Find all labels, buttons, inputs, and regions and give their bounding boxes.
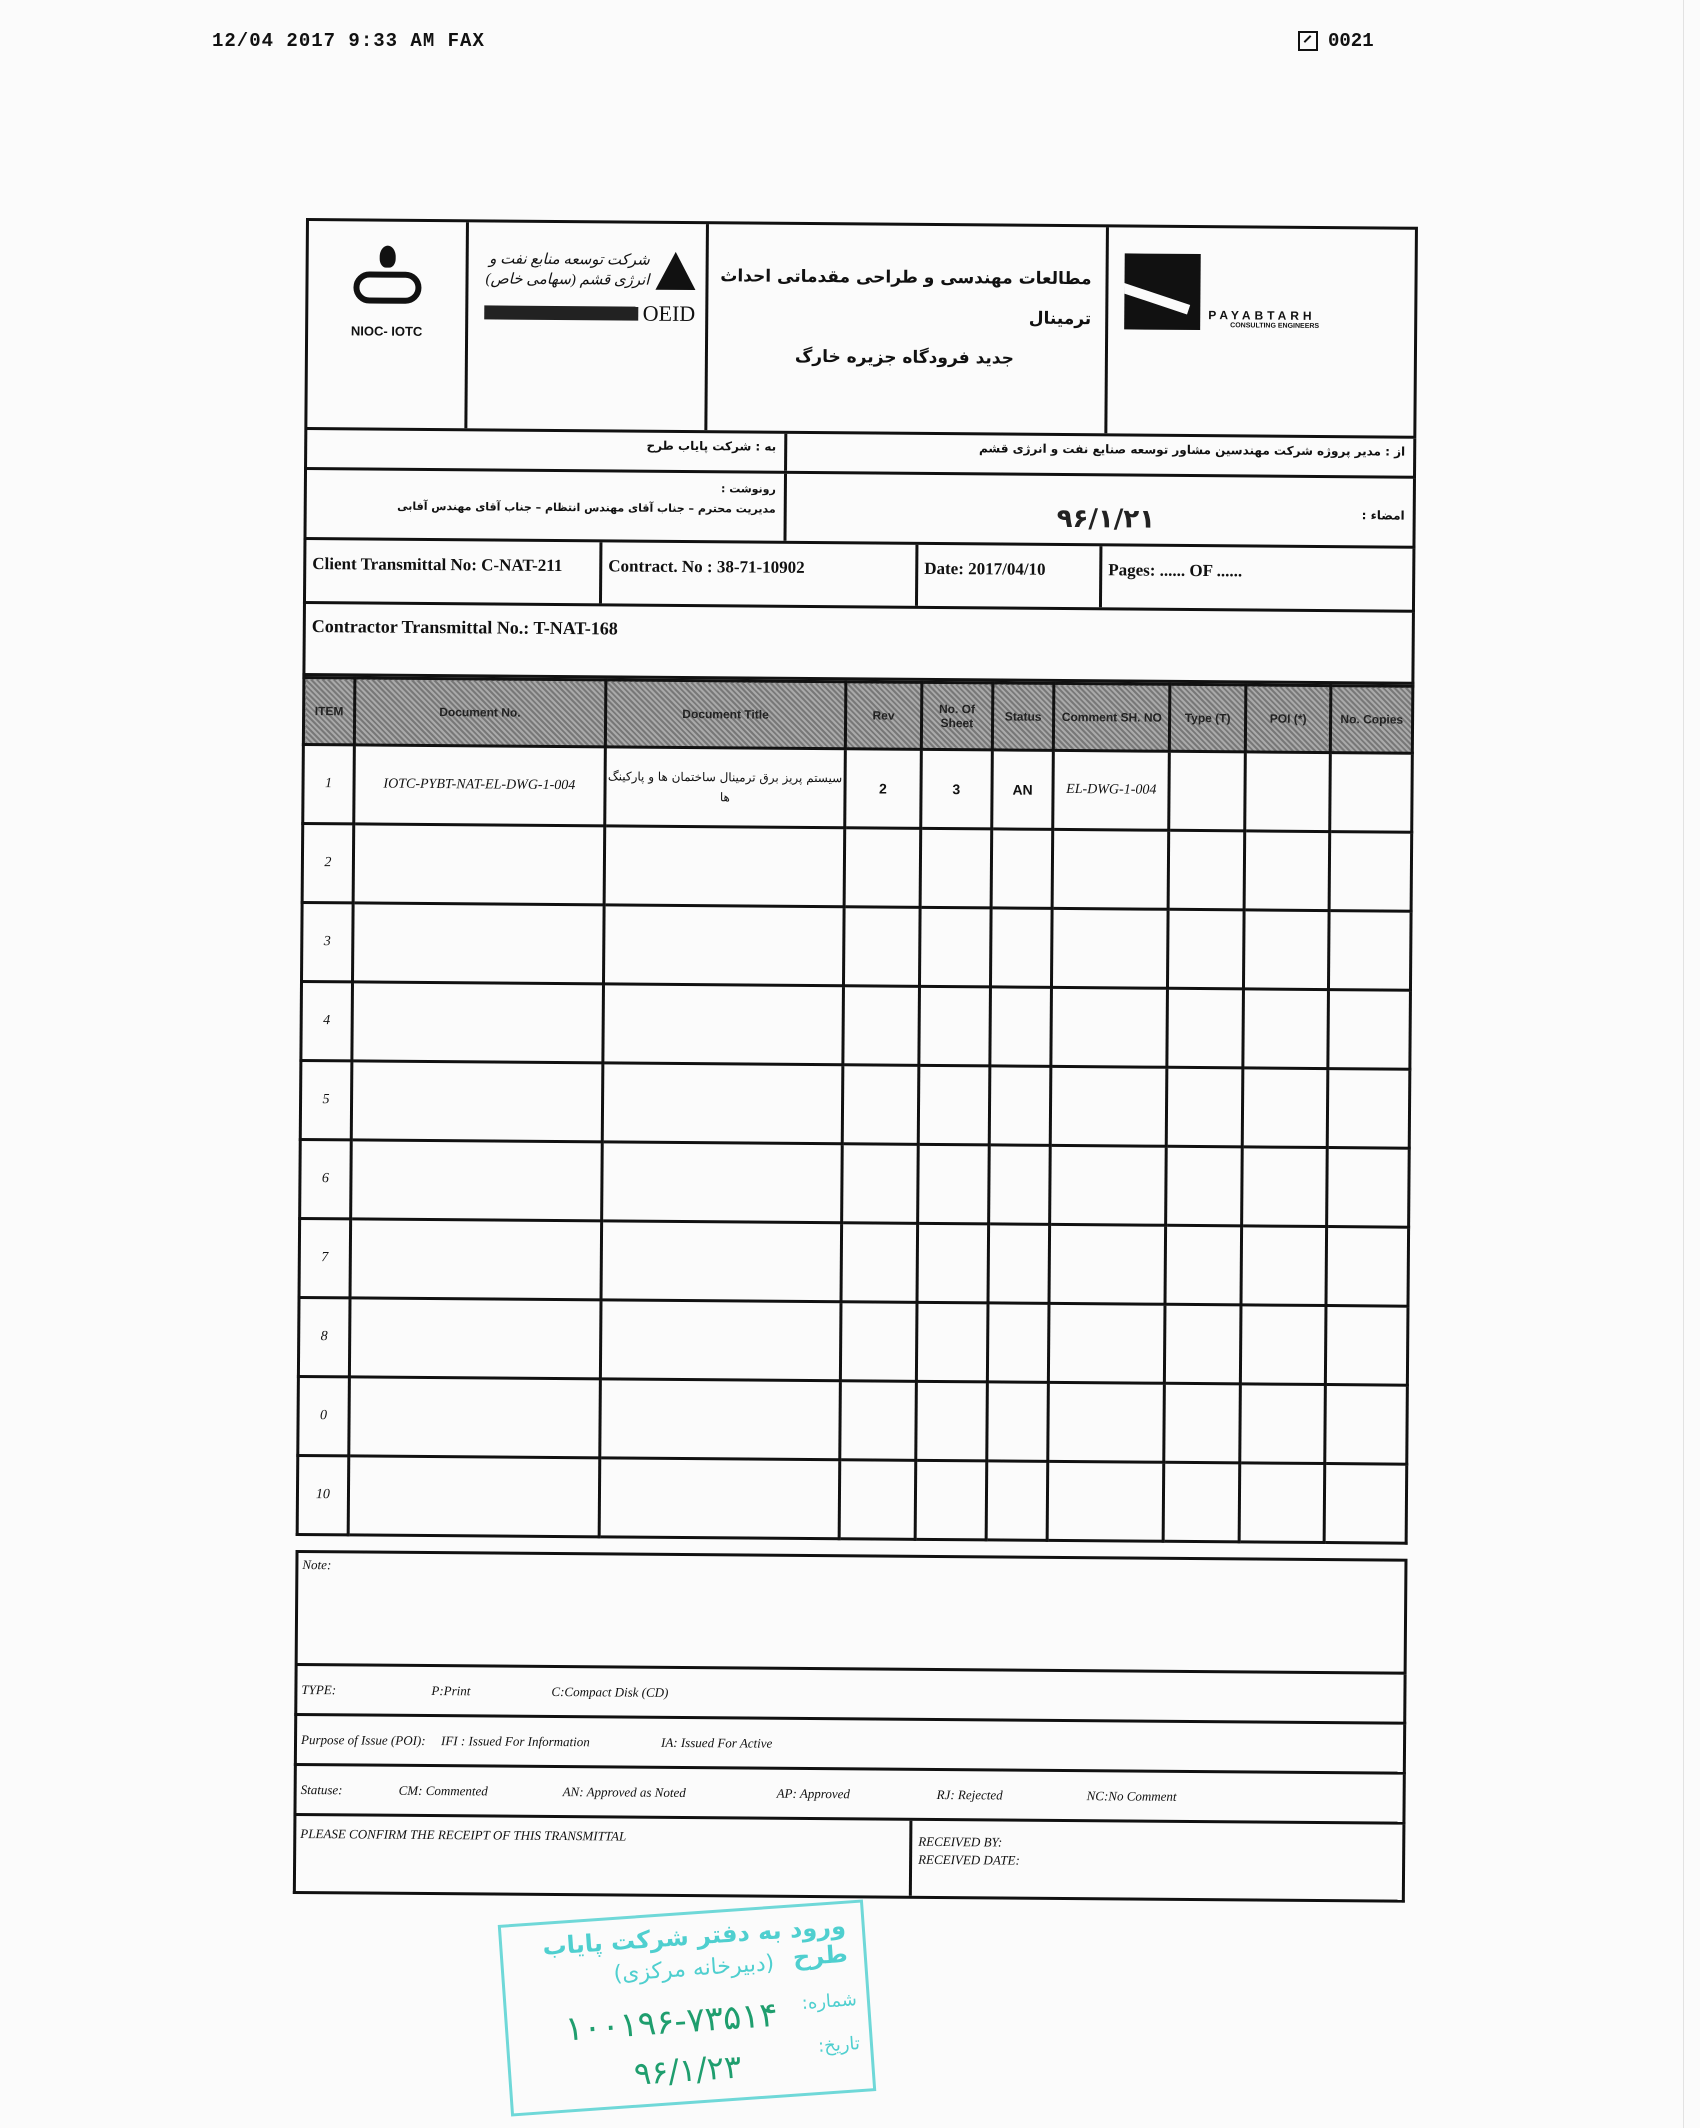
stamp-date-value: ۹۶/۱/۲۳ bbox=[632, 2047, 743, 2093]
fax-header: 12/04 2017 9:33 AM FAX bbox=[212, 30, 485, 52]
cell-doc-no bbox=[350, 1219, 601, 1300]
col-document-no: Document No. bbox=[354, 678, 605, 747]
cell-sheets bbox=[916, 1302, 988, 1382]
cell-copies bbox=[1326, 1306, 1408, 1386]
cell-doc-no: IOTC-PYBT-NAT-EL-DWG-1-004 bbox=[354, 745, 605, 826]
stamp-line1: ورود به دفتر شرکت پایاب طرح bbox=[541, 1911, 849, 1972]
table-row bbox=[298, 1297, 1408, 1385]
cell-comment-sh bbox=[1050, 1145, 1167, 1225]
col-no-copies: No. Copies bbox=[1331, 686, 1413, 754]
oeid-script: شرکت توسعه منابع نفت و انرژی قشم (سهامی خاص) bbox=[485, 251, 650, 289]
info-row bbox=[303, 540, 1415, 613]
cell-type bbox=[1167, 988, 1243, 1068]
cell-doc-no bbox=[353, 824, 604, 905]
col-status: Status bbox=[992, 683, 1054, 750]
cell-rev bbox=[841, 1302, 917, 1382]
cell-title bbox=[603, 984, 844, 1065]
col-no-of-sheet: No. Of Sheet bbox=[921, 682, 993, 750]
col-item: ITEM bbox=[303, 677, 354, 744]
cell-comment-sh bbox=[1049, 1224, 1166, 1304]
transmittal-date: Date: 2017/04/10 bbox=[918, 545, 1102, 607]
nioc-logo-cell bbox=[307, 221, 469, 428]
cell-poi bbox=[1241, 1147, 1327, 1227]
status-legend bbox=[293, 1766, 1405, 1825]
status-item: RJ: Rejected bbox=[936, 1786, 1003, 1803]
project-title-line2: جدید فرودگاه جزیره خارگ bbox=[794, 346, 1014, 369]
cell-title bbox=[601, 1221, 842, 1302]
cell-sheets bbox=[915, 1460, 987, 1540]
col-type: Type (T) bbox=[1170, 684, 1246, 752]
receipt-stamp bbox=[498, 1899, 877, 2116]
poi-item: IA: Issued For Active bbox=[660, 1734, 773, 1751]
cell-copies bbox=[1328, 990, 1410, 1070]
cell-sheets bbox=[920, 828, 992, 908]
project-title-line1: مطالعات مهندسی و طراحی مقدماتی احداث ترمینال bbox=[720, 266, 1092, 330]
cell-doc-no bbox=[348, 1456, 599, 1537]
cell-title bbox=[600, 1300, 841, 1381]
oeid-triangle-icon bbox=[655, 252, 695, 290]
oeid-logo-cell bbox=[467, 222, 709, 430]
status-label: Statuse: bbox=[300, 1781, 343, 1797]
transmittal-form bbox=[293, 218, 1418, 1903]
cell-status bbox=[989, 1066, 1051, 1145]
table-row bbox=[300, 1139, 1410, 1227]
cell-title bbox=[601, 1142, 842, 1223]
cell-rev bbox=[840, 1381, 916, 1461]
cell-status: AN bbox=[992, 750, 1054, 829]
cc-row bbox=[303, 470, 1416, 549]
payabtarh-sub: CONSULTING ENGINEERS bbox=[1230, 322, 1320, 330]
cell-type bbox=[1166, 1146, 1242, 1226]
cell-sheets bbox=[919, 986, 991, 1066]
stamp-number-label: شماره: bbox=[801, 1989, 858, 2014]
cell-poi bbox=[1244, 831, 1330, 911]
cell-rev bbox=[839, 1460, 915, 1540]
cell-comment-sh bbox=[1052, 908, 1169, 988]
cell-comment-sh: EL-DWG-1-004 bbox=[1053, 750, 1170, 830]
form-header bbox=[304, 218, 1418, 439]
confirm-text: PLEASE CONFIRM THE RECEIPT OF THIS TRANSMITTAL bbox=[296, 1816, 913, 1896]
note-label: Note: bbox=[302, 1557, 332, 1573]
stamp-date-label: تاریخ: bbox=[817, 2033, 861, 2057]
cell-comment-sh bbox=[1049, 1303, 1166, 1383]
status-item: NC:No Comment bbox=[1086, 1787, 1177, 1804]
cell-status bbox=[991, 829, 1053, 908]
payabtarh-name: PAYABTARH bbox=[1208, 308, 1316, 323]
cell-type bbox=[1164, 1383, 1240, 1463]
payabtarh-logo-icon bbox=[1124, 253, 1201, 330]
cell-type bbox=[1168, 909, 1244, 989]
cell-sheets bbox=[919, 907, 991, 987]
cell-item: 4 bbox=[301, 981, 353, 1060]
cell-item: 6 bbox=[300, 1139, 352, 1218]
cell-status bbox=[990, 908, 1052, 987]
cell-status bbox=[987, 1382, 1049, 1461]
client-transmittal: Client Transmittal No: C-NAT-211 bbox=[306, 540, 602, 603]
cell-title: سیستم پریز برق ترمینال ساختمان ها و پارکینگ ها bbox=[604, 747, 845, 828]
cell-title bbox=[599, 1458, 840, 1539]
cell-sheets bbox=[915, 1381, 987, 1461]
cell-item: 1 bbox=[303, 744, 355, 823]
received-by: RECEIVED BY: bbox=[918, 1833, 1003, 1850]
cell-status bbox=[988, 1224, 1050, 1303]
nioc-logo-icon bbox=[347, 245, 427, 306]
cell-rev bbox=[842, 1144, 918, 1224]
cc-value: مدیریت محترم – جناب آقای مهندس انتظام – جناب آقای مهندس آفابی bbox=[397, 499, 776, 516]
cell-title bbox=[604, 826, 845, 907]
fax-page-number-text: 0021 bbox=[1328, 30, 1374, 52]
cell-rev bbox=[842, 1065, 918, 1145]
cell-type bbox=[1165, 1225, 1241, 1305]
cell-doc-no bbox=[349, 1377, 600, 1458]
from-field: از : مدیر پروژه شرکت مهندسین مشاور توسعه صنایع نفت و انرژی قشم bbox=[978, 441, 1406, 459]
cell-copies bbox=[1329, 911, 1411, 991]
type-item: C:Compact Disk (CD) bbox=[551, 1683, 669, 1700]
cell-item: 2 bbox=[302, 823, 354, 902]
cell-title bbox=[599, 1379, 840, 1460]
cell-sheets bbox=[917, 1223, 989, 1303]
cell-rev bbox=[844, 828, 920, 908]
cell-doc-no bbox=[351, 1140, 602, 1221]
poi-legend bbox=[294, 1716, 1406, 1775]
cell-doc-no bbox=[349, 1298, 600, 1379]
stamp-line2: (دبیرخانه مرکزی) bbox=[612, 1950, 775, 1988]
table-row bbox=[300, 1060, 1410, 1148]
cell-copies bbox=[1326, 1227, 1408, 1307]
contract-number: Contract. No : 38-71-10902 bbox=[602, 542, 918, 605]
fax-page-icon bbox=[1298, 31, 1318, 51]
table-row bbox=[302, 902, 1412, 990]
cell-type bbox=[1169, 751, 1245, 831]
col-document-title: Document Title bbox=[605, 680, 846, 749]
cell-copies bbox=[1328, 1069, 1410, 1149]
cell-item: 5 bbox=[300, 1060, 352, 1139]
cell-copies bbox=[1325, 1385, 1407, 1465]
received-fields bbox=[912, 1821, 1403, 1900]
cell-comment-sh bbox=[1051, 987, 1168, 1067]
oeid-bar bbox=[484, 305, 639, 320]
oeid-label: OEID bbox=[642, 300, 696, 327]
cell-copies bbox=[1325, 1464, 1407, 1544]
table-row bbox=[302, 823, 1412, 911]
type-legend bbox=[294, 1666, 1406, 1725]
status-item: CM: Commented bbox=[398, 1782, 488, 1798]
cell-item: 10 bbox=[297, 1455, 349, 1534]
poi-label: Purpose of Issue (POI): bbox=[300, 1731, 426, 1748]
cell-rev: 2 bbox=[845, 749, 921, 829]
cell-title bbox=[602, 1063, 843, 1144]
stamp-number-value: ۱۰۰۱۹۶-۷۳۵۱۴ bbox=[563, 1994, 780, 2050]
cell-type bbox=[1167, 1067, 1243, 1147]
cell-poi bbox=[1240, 1384, 1326, 1464]
cell-doc-no bbox=[351, 1061, 602, 1142]
cell-status bbox=[990, 987, 1052, 1066]
cell-type bbox=[1168, 830, 1244, 910]
cell-copies bbox=[1330, 753, 1412, 833]
type-item: P:Print bbox=[431, 1682, 471, 1698]
cell-title bbox=[603, 905, 844, 986]
cell-item: 8 bbox=[298, 1297, 350, 1376]
cc-label: رونوشت : bbox=[720, 482, 776, 496]
cell-comment-sh bbox=[1052, 829, 1169, 909]
nioc-label: NIOC- IOTC bbox=[350, 323, 423, 339]
table-row bbox=[303, 744, 1413, 832]
fax-page-number bbox=[1298, 30, 1374, 52]
cell-poi bbox=[1242, 1068, 1328, 1148]
cell-type bbox=[1163, 1462, 1239, 1542]
payabtarh-logo-cell bbox=[1107, 227, 1415, 435]
cell-status bbox=[989, 1145, 1051, 1224]
cell-poi bbox=[1241, 1226, 1327, 1306]
received-date: RECEIVED DATE: bbox=[918, 1851, 1020, 1868]
page-edge bbox=[1683, 0, 1684, 2128]
cell-rev bbox=[843, 986, 919, 1066]
cell-item: 7 bbox=[299, 1218, 351, 1297]
note-box bbox=[295, 1550, 1408, 1675]
cell-poi bbox=[1244, 752, 1330, 832]
cell-comment-sh bbox=[1048, 1382, 1165, 1462]
table-row bbox=[298, 1376, 1408, 1464]
cell-sheets: 3 bbox=[920, 749, 992, 829]
cell-rev bbox=[844, 907, 920, 987]
table-row bbox=[301, 981, 1411, 1069]
confirm-row bbox=[293, 1816, 1406, 1903]
type-label: TYPE: bbox=[301, 1681, 337, 1697]
cell-comment-sh bbox=[1050, 1066, 1167, 1146]
cell-copies bbox=[1329, 832, 1411, 912]
col-poi: POI (*) bbox=[1245, 685, 1331, 753]
cell-status bbox=[987, 1303, 1049, 1382]
cc-field bbox=[306, 470, 787, 541]
cell-poi bbox=[1243, 989, 1329, 1069]
status-item: AN: Approved as Noted bbox=[562, 1783, 686, 1800]
cell-copies bbox=[1327, 1148, 1409, 1228]
cell-sheets bbox=[918, 1065, 990, 1145]
poi-item: IFI : Issued For Information bbox=[440, 1732, 590, 1749]
cell-item: 3 bbox=[302, 902, 354, 981]
cell-poi bbox=[1240, 1305, 1326, 1385]
contractor-transmittal: Contractor Transmittal No.: T-NAT-168 bbox=[302, 604, 1415, 685]
to-field: به : شرکت پایاب طرح bbox=[307, 430, 787, 471]
cell-poi bbox=[1239, 1463, 1325, 1543]
cell-poi bbox=[1243, 910, 1329, 990]
cell-doc-no bbox=[352, 903, 603, 984]
cell-comment-sh bbox=[1047, 1461, 1164, 1541]
project-title-cell bbox=[707, 224, 1109, 433]
cell-status bbox=[986, 1461, 1048, 1540]
cell-type bbox=[1165, 1304, 1241, 1384]
table-row bbox=[297, 1455, 1407, 1543]
cell-rev bbox=[841, 1223, 917, 1303]
cell-sheets bbox=[917, 1144, 989, 1224]
table-header-row bbox=[303, 677, 1412, 753]
signature-field bbox=[786, 474, 1413, 546]
col-rev: Rev bbox=[846, 682, 922, 750]
table-row bbox=[299, 1218, 1409, 1306]
cell-item: 0 bbox=[298, 1376, 350, 1455]
documents-table bbox=[296, 676, 1415, 1545]
cell-doc-no bbox=[352, 982, 603, 1063]
handwritten-date: ۹۶/۱/۲۱ bbox=[1056, 503, 1156, 535]
signature-label: امضاء : bbox=[1361, 508, 1405, 523]
col-comment-sh-no: Comment SH. NO bbox=[1053, 683, 1170, 751]
status-item: AP: Approved bbox=[776, 1785, 851, 1801]
pages-field: Pages: ...... OF ...... bbox=[1108, 560, 1243, 581]
